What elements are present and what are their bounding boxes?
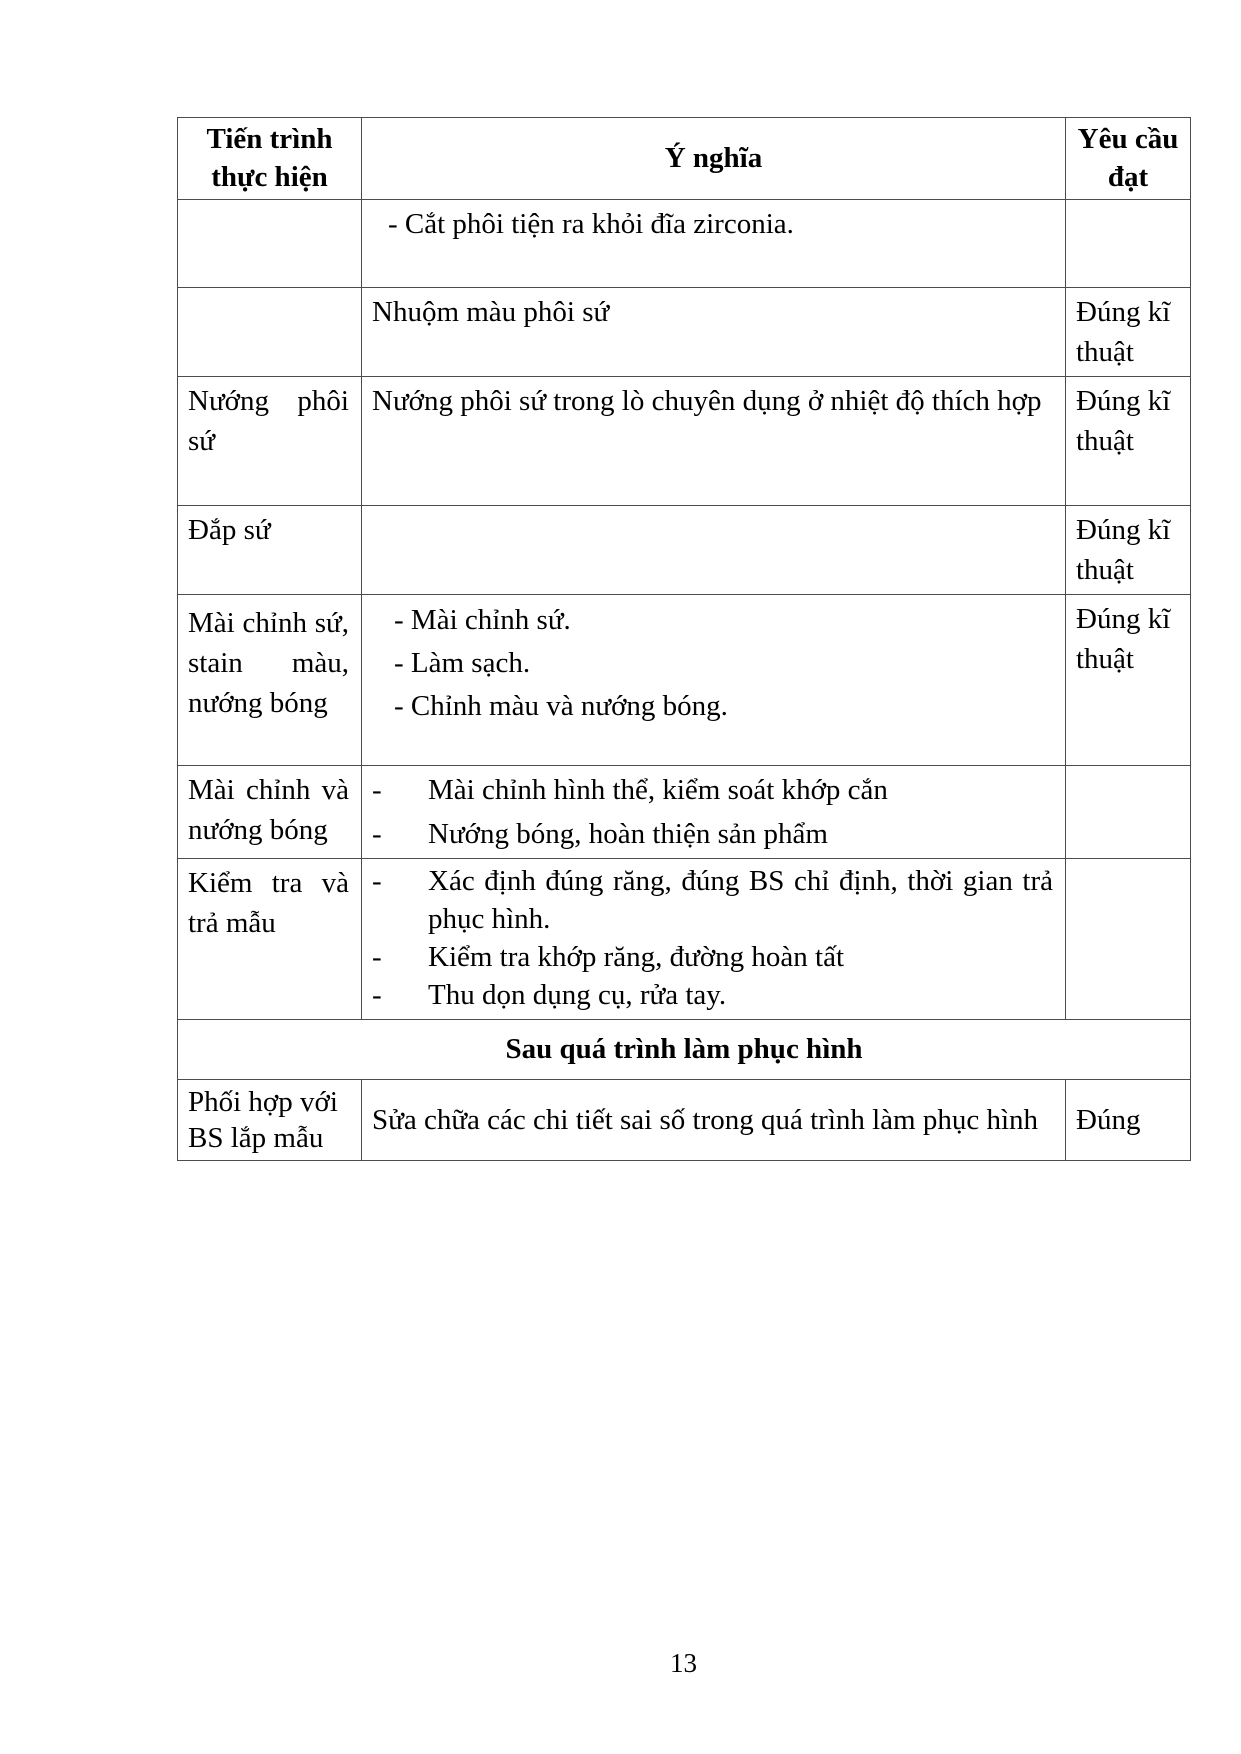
process-cell-r1 <box>178 199 362 287</box>
process-cell-r5: Mài chỉnh sứ, stain màu, nướng bóng <box>178 594 362 765</box>
process-cell-r2 <box>178 287 362 376</box>
requirement-cell-final: Đúng <box>1066 1079 1191 1161</box>
meaning-cell-r2: Nhuộm màu phôi sứ <box>362 287 1066 376</box>
meaning-list-item: - Chỉnh màu và nướng bóng. <box>394 689 728 722</box>
table-row <box>178 858 1191 1019</box>
table-row <box>178 199 1191 287</box>
meaning-cell-r1 <box>362 199 1066 287</box>
page-number: 13 <box>670 1648 697 1678</box>
requirement-cell-r6 <box>1066 765 1191 858</box>
meaning-list-item: - Làm sạch. <box>394 646 531 679</box>
meaning-cell-r3: Nướng phôi sứ trong lò chuyên dụng ở nhiệt độ thích hợp <box>362 376 1066 505</box>
requirement-cell-r5: Đúng kĩ thuật <box>1066 594 1191 765</box>
meaning-list-item <box>372 939 1053 977</box>
meaning-list-item <box>372 814 1053 854</box>
requirement-cell-r1 <box>1066 199 1191 287</box>
meaning-cell-r7 <box>362 858 1066 1019</box>
dash-marker: - <box>372 864 382 897</box>
table-header-row <box>178 118 1191 200</box>
table-row <box>178 594 1191 765</box>
dash-marker: - <box>372 940 382 973</box>
section-row <box>178 1019 1191 1079</box>
dash-marker: - <box>372 773 382 806</box>
requirement-cell-r4: Đúng kĩ thuật <box>1066 505 1191 594</box>
meaning-list-item <box>372 977 1053 1015</box>
column-header-requirement: Yêu cầu đạt <box>1066 118 1191 200</box>
section-title: Sau quá trình làm phục hình <box>178 1019 1191 1079</box>
meaning-text: Kiểm tra khớp răng, đường hoàn tất <box>428 940 845 973</box>
table-row <box>178 505 1191 594</box>
meaning-cell-r4 <box>362 505 1066 594</box>
meaning-text: Thu dọn dụng cụ, rửa tay. <box>428 978 727 1011</box>
meaning-list-item <box>372 770 1053 810</box>
meaning-list-item <box>372 863 1053 939</box>
table-row <box>178 1079 1191 1161</box>
procedure-table <box>177 117 1191 1161</box>
meaning-text: Mài chỉnh hình thể, kiểm soát khớp cắn <box>428 773 888 806</box>
process-cell-final: Phối hợp với BS lắp mẫu <box>178 1079 362 1161</box>
meaning-text: - Cắt phôi tiện ra khỏi đĩa zirconia. <box>388 207 794 240</box>
column-header-process: Tiến trình thực hiện <box>178 118 362 200</box>
meaning-cell-r5 <box>362 594 1066 765</box>
meaning-cell-final: Sửa chữa các chi tiết sai số trong quá trình làm phục hình <box>362 1079 1066 1161</box>
meaning-text: Xác định đúng răng, đúng BS chỉ định, thời gian trả phục hình. <box>428 864 1053 935</box>
meaning-list-item: - Mài chỉnh sứ. <box>394 603 571 636</box>
table-row <box>178 376 1191 505</box>
requirement-cell-r3: Đúng kĩ thuật <box>1066 376 1191 505</box>
table-row <box>178 287 1191 376</box>
meaning-text: Nướng bóng, hoàn thiện sản phẩm <box>428 817 828 850</box>
requirement-cell-r2: Đúng kĩ thuật <box>1066 287 1191 376</box>
process-cell-r3: Nướng phôi sứ <box>178 376 362 505</box>
dash-marker: - <box>372 978 382 1011</box>
requirement-cell-r7 <box>1066 858 1191 1019</box>
process-cell-r4: Đắp sứ <box>178 505 362 594</box>
meaning-cell-r6 <box>362 765 1066 858</box>
process-cell-r6: Mài chỉnh và nướng bóng <box>178 765 362 858</box>
dash-marker: - <box>372 817 382 850</box>
process-cell-r7: Kiểm tra và trả mẫu <box>178 858 362 1019</box>
column-header-meaning: Ý nghĩa <box>362 118 1066 200</box>
table-row <box>178 765 1191 858</box>
